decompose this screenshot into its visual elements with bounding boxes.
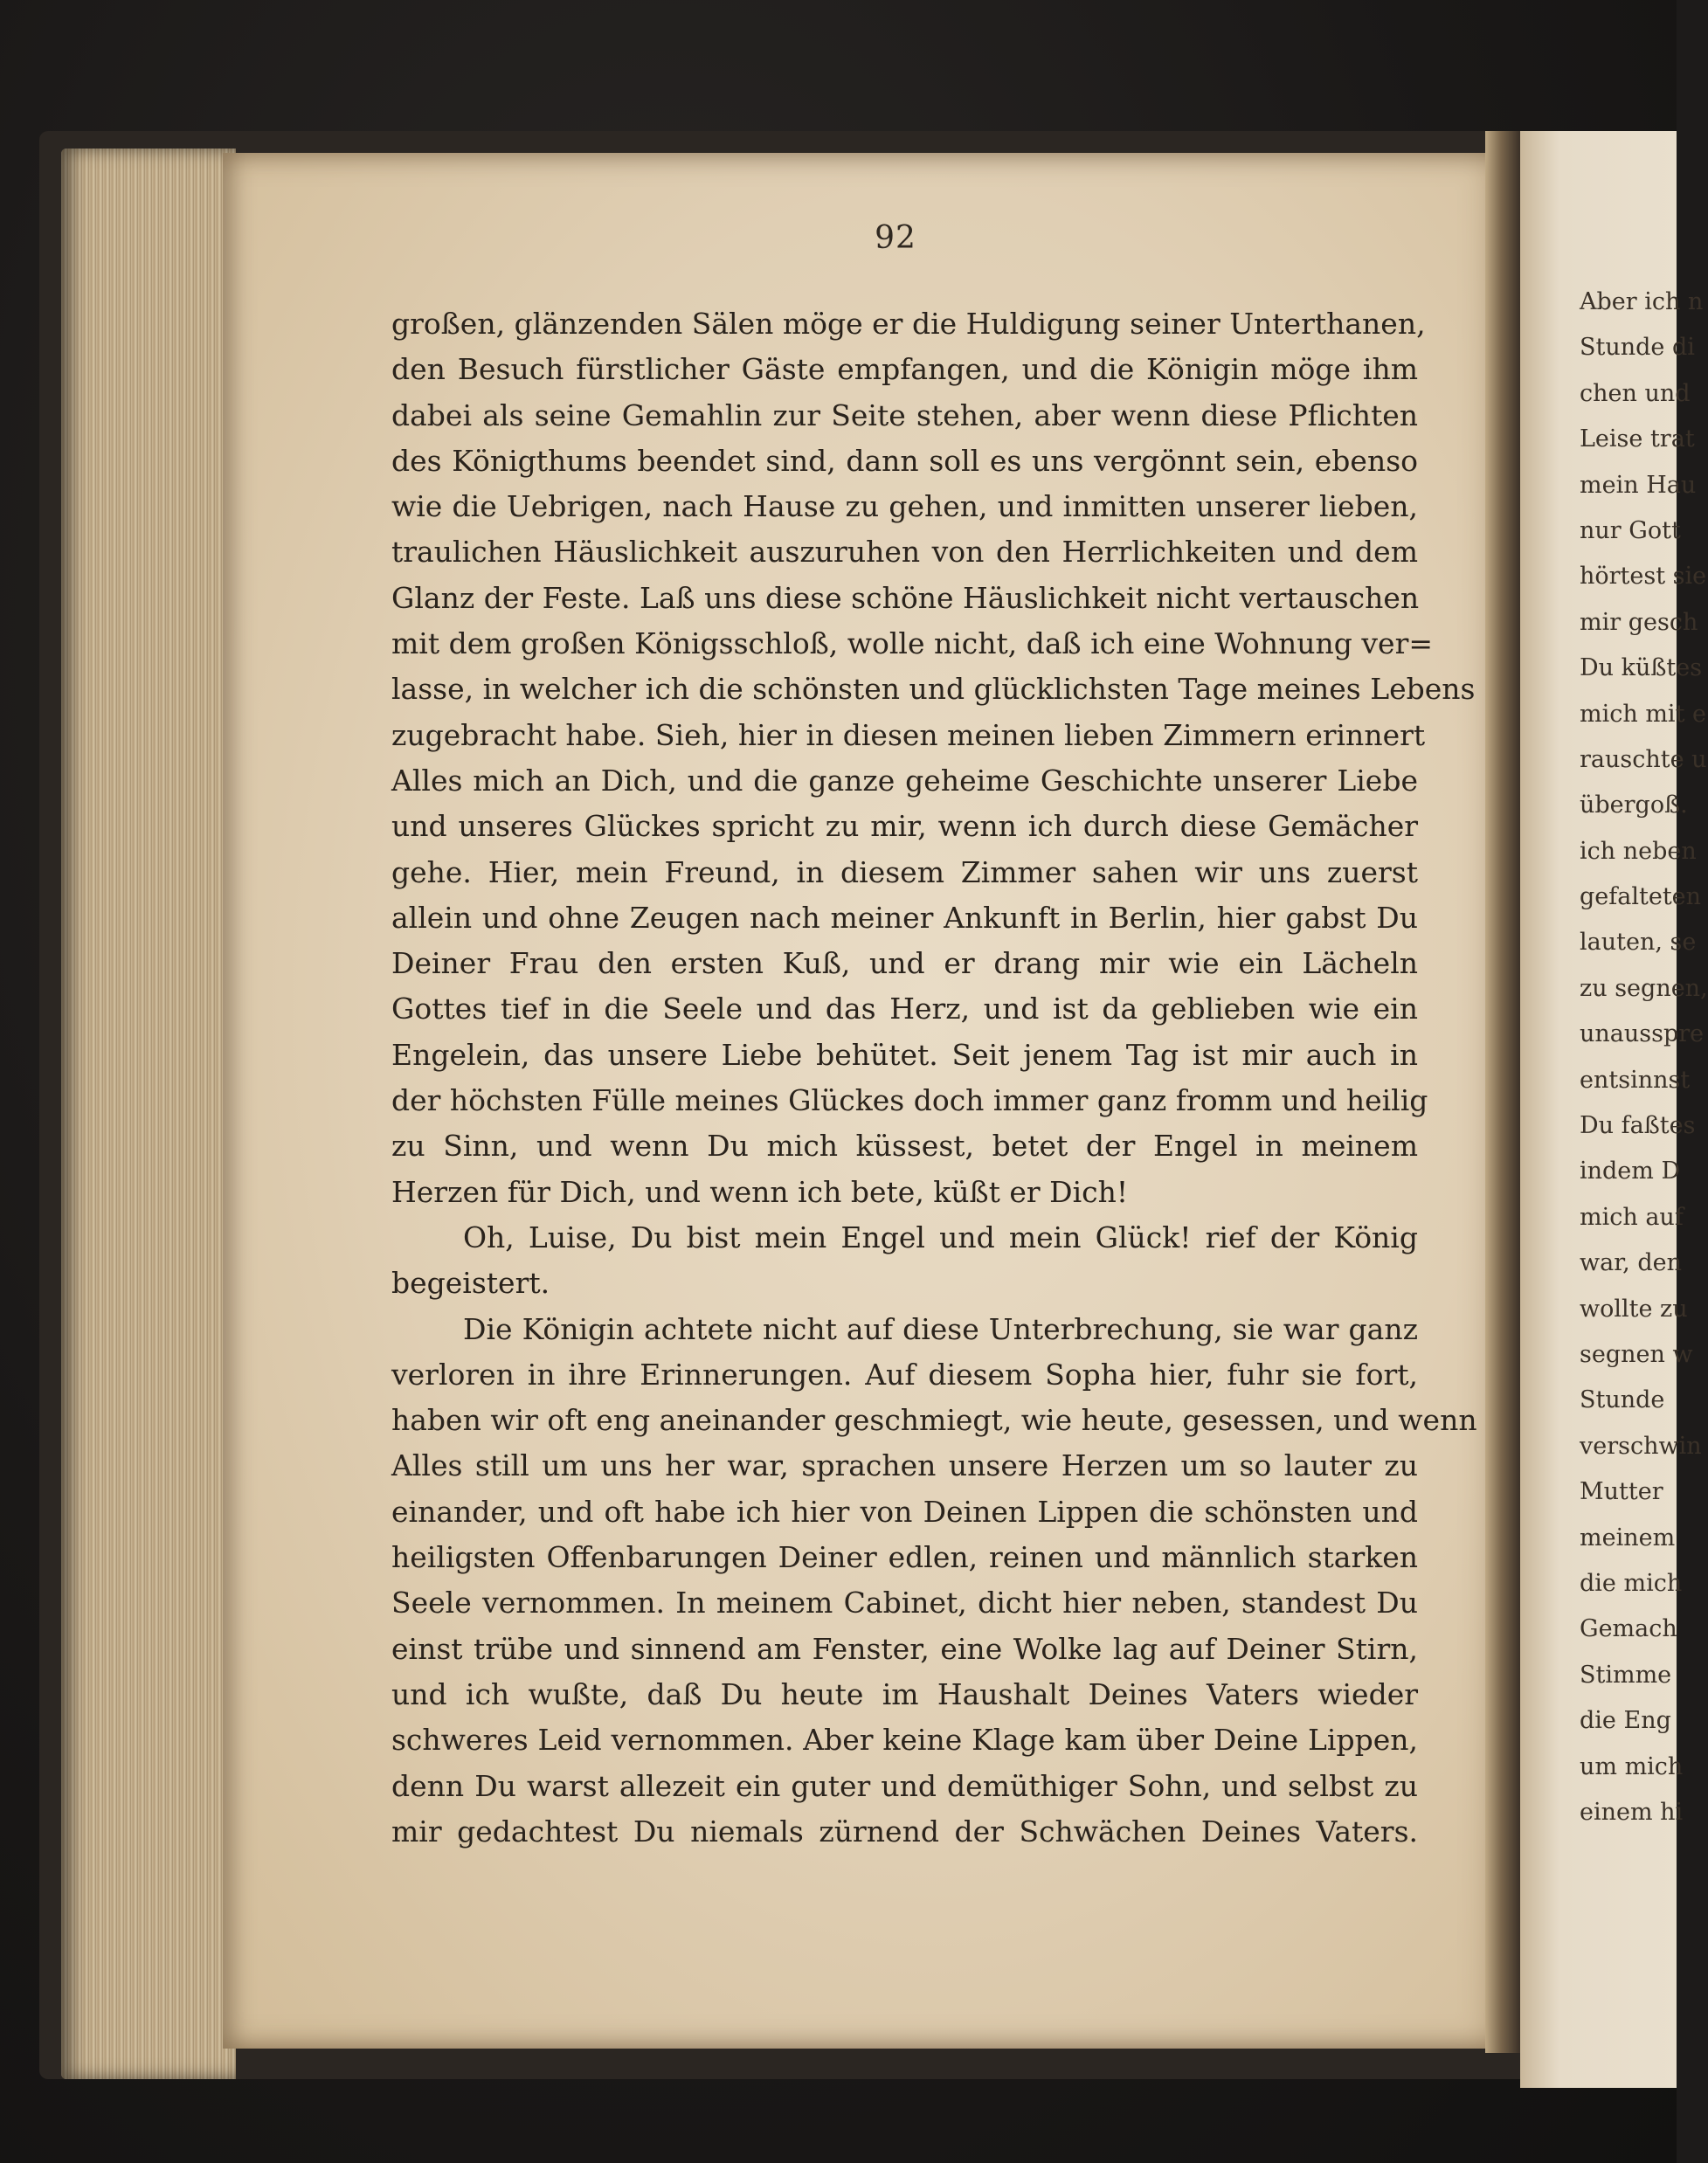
text-line: verloren in ihre Erinnerungen. Auf diesem Sopha hier, fuhr sie fort, [391, 1357, 1418, 1392]
text-line: Alles still um uns her war, sprachen unsere Herzen um so lauter zu [391, 1448, 1418, 1483]
text-line: zugebracht habe. Sieh, hier in diesen meinen lieben Zimmern erinnert [391, 717, 1426, 752]
right-page-line: mein Hau [1580, 471, 1697, 499]
right-page-line: Stunde di [1580, 334, 1695, 362]
right-page-line: Gemach [1580, 1615, 1677, 1643]
right-page-line: Stimme [1580, 1661, 1672, 1689]
right-page-line: war, den [1580, 1249, 1682, 1277]
right-page-line: zu segnen, [1580, 974, 1708, 1002]
text-line: begeistert. [391, 1266, 550, 1301]
right-page-line: nur Gott [1580, 516, 1681, 544]
right-page-line: unausspre [1580, 1020, 1705, 1048]
right-page-line: wollte zu [1580, 1295, 1688, 1323]
right-page-line: Du faßtes [1580, 1112, 1696, 1140]
right-page-line: Mutter [1580, 1478, 1663, 1506]
text-line: heiligsten Offenbarungen Deiner edlen, reinen und männlich starken [391, 1540, 1418, 1575]
right-page-line: chen und [1580, 379, 1691, 407]
text-line: schweres Leid vernommen. Aber keine Klage kam über Deine Lippen, [391, 1723, 1418, 1758]
text-line: mir gedachtest Du niemals zürnend der Schwächen Deines Vaters. [391, 1814, 1418, 1849]
right-page-line: die mich [1580, 1569, 1683, 1597]
right-page-line: um mich [1580, 1752, 1684, 1780]
right-page-line: Aber ich n [1580, 288, 1704, 315]
right-page-line: lauten, se [1580, 929, 1697, 957]
text-line: lasse, in welcher ich die schönsten und glücklichsten Tage meines Lebens [391, 672, 1476, 707]
text-line: zu Sinn, und wenn Du mich küssest, betet der Engel in meinem [391, 1129, 1418, 1164]
text-line: haben wir oft eng aneinander geschmiegt, wie heute, gesessen, und wenn [391, 1403, 1477, 1438]
text-line: Gottes tief in die Seele und das Herz, und ist da geblieben wie ein [391, 992, 1418, 1026]
text-line: und unseres Glückes spricht zu mir, wenn ich durch diese Gemächer [391, 809, 1418, 844]
text-line: wie die Uebrigen, nach Hause zu gehen, und inmitten unserer lieben, [391, 489, 1418, 524]
text-line: und ich wußte, daß Du heute im Haushalt Deines Vaters wieder [391, 1676, 1418, 1711]
text-line: der höchsten Fülle meines Glückes doch immer ganz fromm und heilig [391, 1083, 1428, 1118]
right-page-line: segnen w [1580, 1340, 1693, 1368]
text-line: Engelein, das unsere Liebe behütet. Seit jenem Tag ist mir auch in [391, 1037, 1418, 1072]
right-page-line: hörtest sie [1580, 563, 1707, 591]
text-line: allein und ohne Zeugen nach meiner Ankunft in Berlin, hier gabst Du [391, 900, 1418, 935]
text-line: Oh, Luise, Du bist mein Engel und mein Glück! rief der König [463, 1220, 1418, 1254]
right-page-line: Leise trat [1580, 425, 1695, 453]
page-edges [61, 149, 236, 2079]
right-page-line: einem hi [1580, 1798, 1684, 1826]
text-line: gehe. Hier, mein Freund, in diesem Zimmer sahen wir uns zuerst [391, 854, 1418, 889]
right-page-line: die Eng [1580, 1707, 1671, 1735]
text-line: Glanz der Feste. Laß uns diese schöne Häuslichkeit nicht vertauschen [391, 580, 1420, 615]
text-line: dabei als seine Gemahlin zur Seite stehen, aber wenn diese Pflichten [391, 397, 1418, 432]
right-page-line: ich neben [1580, 837, 1697, 865]
book-gutter [1485, 131, 1520, 2053]
text-line: Herzen für Dich, und wenn ich bete, küßt er Dich! [391, 1174, 1129, 1209]
right-page-line: mich auf [1580, 1203, 1684, 1231]
text-line: mit dem großen Königsschloß, wolle nicht, daß ich eine Wohnung ver= [391, 626, 1433, 661]
text-line: einst trübe und sinnend am Fenster, eine Wolke lag auf Deiner Stirn, [391, 1631, 1418, 1666]
right-page-line: übergoß. [1580, 791, 1688, 819]
text-line: den Besuch fürstlicher Gäste empfangen, und die Königin möge ihm [391, 352, 1418, 387]
right-page-line: indem D [1580, 1158, 1681, 1185]
text-line: traulichen Häuslichkeit auszuruhen von den Herrlichkeiten und dem [391, 535, 1418, 570]
right-page-line: mich mit e [1580, 700, 1706, 728]
right-page-line: rauschte u [1580, 745, 1707, 773]
page-number: 92 [875, 220, 916, 256]
body-text [391, 301, 1477, 1855]
right-page-text [1580, 280, 1708, 1835]
text-line: Seele vernommen. In meinem Cabinet, dicht hier neben, standest Du [391, 1586, 1418, 1621]
text-line: einander, und oft habe ich hier von Deinen Lippen die schönsten und [391, 1494, 1418, 1529]
text-line: Die Königin achtete nicht auf diese Unterbrechung, sie war ganz [463, 1311, 1418, 1346]
right-page-line: mir gesch [1580, 608, 1698, 636]
right-page-line: verschwin [1580, 1432, 1702, 1460]
text-line: denn Du warst allezeit ein guter und demüthiger Sohn, und selbst zu [391, 1768, 1418, 1803]
right-page-line: Stunde [1580, 1386, 1665, 1414]
right-page-line: gefalteten [1580, 883, 1702, 911]
text-line: Alles mich an Dich, und die ganze geheime Geschichte unserer Liebe [391, 763, 1418, 798]
text-line: des Königthums beendet sind, dann soll es uns vergönnt sein, ebenso [391, 443, 1418, 478]
right-page-line: meinem [1580, 1524, 1676, 1551]
right-page-line: entsinnst [1580, 1066, 1691, 1094]
text-line: Deiner Frau den ersten Kuß, und er drang mir wie ein Lächeln [391, 946, 1418, 981]
text-line: großen, glänzenden Sälen möge er die Huldigung seiner Unterthanen, [391, 307, 1426, 341]
right-page-line: Du küßtes [1580, 654, 1703, 682]
